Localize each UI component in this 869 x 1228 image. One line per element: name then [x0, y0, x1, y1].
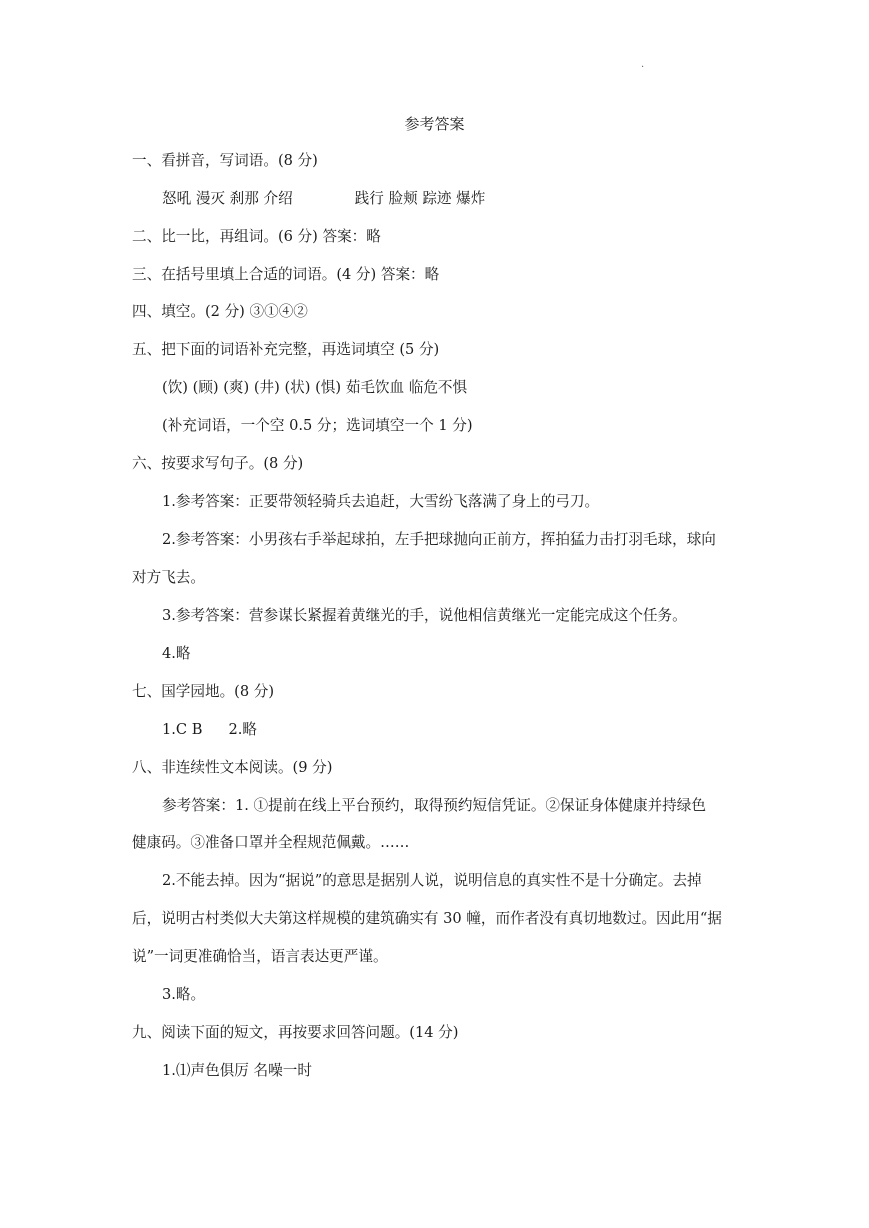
section-8-p2-line-2: 后，说明古村类似大夫第这样规模的建筑确实有 30 幢，而作者没有真切地数过。因此用“据 [132, 910, 722, 927]
page-title: 参考答案 [404, 115, 465, 133]
section-5-answer: (饮) (顾) (爽) (井) (状) (惧) 茹毛饮血 临危不惧 [162, 379, 468, 396]
section-1-answer [162, 189, 485, 209]
section-8-p2-line-3: 说”一词更准确恰当，语言表达更严谨。 [132, 948, 388, 965]
section-6-item-3: 3.参考答案：营参谋长紧握着黄继光的手，说他相信黄继光一定能完成这个任务。 [162, 607, 687, 624]
section-2-heading: 二、比一比，再组词。(6 分) 答案：略 [132, 228, 381, 245]
section-6-item-4: 4.略 [162, 645, 191, 662]
section-5-heading: 五、把下面的词语补充完整，再选词填空 (5 分) [132, 341, 440, 358]
section-6-item-2-line-2: 对方飞去。 [132, 569, 205, 586]
section-8-p3: 3.略。 [162, 986, 206, 1003]
section-6-heading: 六、按要求写句子。(8 分) [132, 455, 304, 472]
section-4-heading: 四、填空。(2 分) ③①④② [132, 303, 308, 320]
section-6-item-1: 1.参考答案：正要带领轻骑兵去追赶，大雪纷飞落满了身上的弓刀。 [162, 493, 600, 510]
section-9-heading: 九、阅读下面的短文，再按要求回答问题。(14 分) [132, 1024, 459, 1041]
section-8-p1-line-1: 参考答案：1. ①提前在线上平台预约，取得预约短信凭证。②保证身体健康并持绿色 [162, 797, 706, 814]
section-7-answer [162, 720, 257, 740]
section-8-heading: 八、非连续性文本阅读。(9 分) [132, 759, 333, 776]
section-1-words-b: 践行 脸颊 踪迹 爆炸 [354, 190, 486, 207]
section-1-heading: 一、看拼音，写词语。(8 分) [132, 152, 318, 169]
section-7-answer-2: 2.略 [228, 721, 257, 738]
section-8-p2-line-1: 2.不能去掉。因为“据说”的意思是据别人说，说明信息的真实性不是十分确定。去掉 [162, 872, 702, 889]
section-5-note: (补充词语，一个空 0.5 分；选词填空一个 1 分) [162, 417, 473, 434]
page-mark: · [641, 62, 645, 73]
section-3-heading: 三、在括号里填上合适的词语。(4 分) 答案：略 [132, 266, 440, 283]
section-1-words-a: 怒吼 漫灭 刹那 介绍 [162, 190, 293, 207]
section-6-item-2-line-1: 2.参考答案：小男孩右手举起球拍，左手把球抛向正前方，挥拍猛力击打羽毛球，球向 [162, 531, 716, 548]
section-7-heading: 七、国学园地。(8 分) [132, 683, 275, 700]
section-8-p1-line-2: 健康码。③准备口罩并全程规范佩戴。…… [132, 834, 410, 851]
section-9-item-1: 1.⑴声色俱厉 名噪一时 [162, 1062, 312, 1079]
section-7-answer-1: 1.C B [162, 721, 203, 738]
